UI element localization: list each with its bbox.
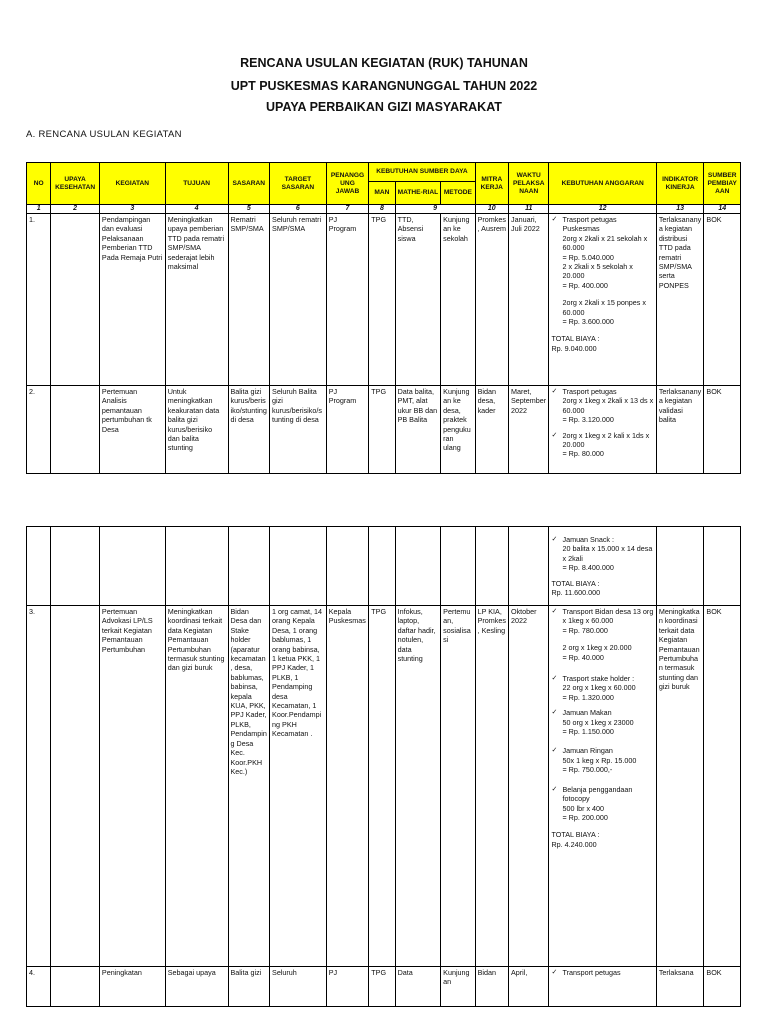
cell-tujuan: Sebagai upaya bbox=[165, 967, 228, 1007]
col-man: MAN bbox=[369, 182, 395, 205]
cell-empty bbox=[475, 527, 508, 606]
cell-anggaran bbox=[549, 967, 656, 1007]
budget-item bbox=[551, 674, 653, 702]
budget-calc-result: = Rp. 80.000 bbox=[562, 449, 604, 459]
budget-item bbox=[551, 535, 653, 573]
cell-metode: Kunjungan ke desa, praktek pengukuran ulang bbox=[441, 386, 475, 474]
col-number: 14 bbox=[704, 205, 741, 214]
budget-calc-result: = Rp. 1.320.000 bbox=[562, 692, 614, 702]
cell-kegiatan: Peningkatan bbox=[99, 967, 165, 1007]
cell-no: 4. bbox=[27, 967, 51, 1007]
budget-item bbox=[551, 431, 653, 459]
cell-tujuan: Meningkatkan koordinasi terkait data Kegiatan Pemantauan Pertumbuhan termasuk stunting dan gizi buruk bbox=[165, 606, 228, 967]
col-upaya: UPAYA KESEHATAN bbox=[51, 163, 100, 205]
cell-sasaran: Balita gizi bbox=[228, 967, 270, 1007]
budget-item-desc: ✓ 2org x 1keg x 2 kali x 1ds x 20.000 bbox=[562, 430, 650, 450]
cell-empty bbox=[441, 527, 475, 606]
cell-empty bbox=[27, 527, 51, 606]
doc-title-line-1: RENCANA USULAN KEGIATAN (RUK) TAHUNAN bbox=[240, 56, 528, 70]
budget-total-value: Rp. 9.040.000 bbox=[551, 343, 597, 353]
table-row bbox=[27, 386, 741, 474]
col-number: 7 bbox=[326, 205, 369, 214]
ruk-table-part-2 bbox=[26, 526, 741, 1007]
doc-title-line-3: UPAYA PERBAIKAN GIZI MASYARAKAT bbox=[266, 100, 502, 114]
cell-target: Seluruh bbox=[270, 967, 327, 1007]
cell-indikator: Terlaksana bbox=[656, 967, 704, 1007]
budget-item-desc: ✓ Jamuan Ringan bbox=[562, 746, 613, 756]
col-kegiatan: KEGIATAN bbox=[99, 163, 165, 205]
col-no: NO bbox=[27, 163, 51, 205]
cell-waktu: April, bbox=[508, 967, 549, 1007]
cell-empty bbox=[326, 527, 369, 606]
cell-man: TPG bbox=[369, 214, 395, 386]
cell-upaya bbox=[51, 386, 100, 474]
budget-item-desc: ✓ Transport Bidan desa 13 org x 1keg x 60.000 bbox=[562, 607, 654, 626]
cell-pj: PJ Program bbox=[326, 386, 369, 474]
cell-metode: Kunjungan bbox=[441, 967, 475, 1007]
col-number: 4 bbox=[165, 205, 228, 214]
cell-waktu: Januari, Juli 2022 bbox=[508, 214, 549, 386]
col-mitra: MITRA KERJA bbox=[475, 163, 508, 205]
cell-no: 2. bbox=[27, 386, 51, 474]
col-number: 3 bbox=[99, 205, 165, 214]
cell-empty bbox=[165, 527, 228, 606]
cell-no: 1. bbox=[27, 214, 51, 386]
budget-item bbox=[551, 708, 653, 736]
budget-total-value: Rp. 11.600.000 bbox=[551, 588, 601, 598]
cell-tujuan: Meningkatkan upaya pemberian TTD pada rematri SMP/SMA sederajat lebih maksimal bbox=[165, 214, 228, 386]
cell-metode: Pertemuan, sosialisasi bbox=[441, 606, 475, 967]
budget-item-desc: ✓ Jamuan Makan bbox=[562, 708, 612, 718]
cell-material: TTD, Absensi siswa bbox=[395, 214, 441, 386]
cell-kegiatan: Pertemuan Analisis pemantauan pertumbuhan tk Desa bbox=[99, 386, 165, 474]
budget-calc-result: = Rp. 40.000 bbox=[562, 652, 604, 662]
cell-anggaran bbox=[549, 606, 656, 967]
cell-empty bbox=[270, 527, 327, 606]
cell-indikator: Meningkatkan koordinasi terkait data Kegiatan Pemantauan Pertumbuhan termasuk stunting dan gizi buruk bbox=[656, 606, 704, 967]
cell-upaya bbox=[51, 214, 100, 386]
cell-kegiatan: Pertemuan Advokasi LP/LS terkait Kegiatan Pemantauan Pertumbuhan bbox=[99, 606, 165, 967]
cell-sasaran: Bidan Desa dan Stake holder (aparatur kecamatan, desa, bablumas, babinsa, kepala KUA, PKK, PPJ Kader, PLKB, Pendamping Desa Kec. Koor.PKH Kec.) bbox=[228, 606, 270, 967]
col-target: TARGET SASARAN bbox=[270, 163, 327, 205]
col-number: 2 bbox=[51, 205, 100, 214]
col-tujuan: TUJUAN bbox=[165, 163, 228, 205]
budget-calc-result: = Rp. 200.000 bbox=[562, 812, 608, 822]
budget-calc-expr: 20 balita x 15.000 x 14 desa x 2kali bbox=[562, 544, 653, 563]
cell-mitra: Promkes, Ausrem bbox=[475, 214, 508, 386]
cell-target: Seluruh Balita gizi kurus/berisiko/stunting di desa bbox=[270, 386, 327, 474]
budget-item-desc: ✓ Trasport petugas bbox=[562, 387, 617, 396]
col-number: 8 bbox=[369, 205, 395, 214]
budget-item bbox=[551, 746, 653, 774]
cell-indikator: Terlaksananya kegiatan distribusi TTD pada rematri SMP/SMA serta PONPES bbox=[656, 214, 704, 386]
section-heading: A. RENCANA USULAN KEGIATAN bbox=[26, 129, 182, 140]
cell-anggaran bbox=[549, 386, 656, 474]
cell-upaya bbox=[51, 606, 100, 967]
table-row bbox=[27, 606, 741, 967]
budget-calc-result: = Rp. 750.000,- bbox=[562, 765, 613, 775]
cell-empty bbox=[656, 527, 704, 606]
cell-sumber: BOK bbox=[704, 386, 741, 474]
budget-item bbox=[551, 968, 653, 977]
cell-material: Infokus, laptop, daftar hadir, notulen, data stunting bbox=[395, 606, 441, 967]
budget-total-value: Rp. 4.240.000 bbox=[551, 839, 597, 849]
cell-empty bbox=[51, 527, 100, 606]
cell-empty bbox=[508, 527, 549, 606]
col-number: 10 bbox=[475, 205, 508, 214]
cell-mitra: Bidan desa, kader bbox=[475, 386, 508, 474]
col-indikator: INDIKATOR KINERJA bbox=[656, 163, 704, 205]
cell-empty bbox=[228, 527, 270, 606]
budget-total-label: TOTAL BIAYA : bbox=[551, 334, 600, 344]
budget-item bbox=[551, 215, 653, 326]
budget-calc-result: = Rp. 1.150.000 bbox=[562, 727, 614, 737]
cell-pj: Kepala Puskesmas bbox=[326, 606, 369, 967]
col-sumber: SUMBER PEMBIAYAAN bbox=[704, 163, 741, 205]
col-number: 12 bbox=[549, 205, 656, 214]
cell-waktu: Oktober 2022 bbox=[508, 606, 549, 967]
cell-pj: PJ bbox=[326, 967, 369, 1007]
cell-sumber: BOK bbox=[704, 214, 741, 386]
cell-empty bbox=[369, 527, 395, 606]
cell-anggaran bbox=[549, 214, 656, 386]
budget-calc-result: = Rp. 780.000 bbox=[562, 625, 608, 635]
cell-anggaran bbox=[549, 527, 656, 606]
budget-calc-expr: 2 org x 1keg x 20.000 bbox=[562, 643, 632, 653]
table-row bbox=[27, 214, 741, 386]
budget-item-desc: ✓ Jamuan Snack : bbox=[562, 535, 615, 544]
cell-upaya bbox=[51, 967, 100, 1007]
cell-sumber: BOK bbox=[704, 606, 741, 967]
col-waktu: WAKTU PELAKSANAAN bbox=[508, 163, 549, 205]
col-number: 13 bbox=[656, 205, 704, 214]
budget-item bbox=[551, 785, 653, 823]
col-number: 6 bbox=[270, 205, 327, 214]
cell-tujuan: Untuk meningkatkan keakuratan data balita gizi kurus/berisiko dan balita stunting bbox=[165, 386, 228, 474]
budget-item-desc: ✓ Belanja penggandaan fotocopy bbox=[562, 784, 633, 804]
cell-empty bbox=[99, 527, 165, 606]
cell-mitra: Bidan bbox=[475, 967, 508, 1007]
budget-total-label: TOTAL BIAYA : bbox=[551, 578, 600, 588]
budget-total-label: TOTAL BIAYA : bbox=[551, 830, 600, 840]
budget-calc-result: = Rp. 3.120.000 bbox=[562, 415, 614, 425]
col-number: 9 bbox=[395, 205, 475, 214]
budget-item-desc: ✓ Trasport petugas Puskesmas bbox=[562, 215, 617, 234]
cell-mitra: LP KIA, Promkes, Kesling bbox=[475, 606, 508, 967]
col-number: 11 bbox=[508, 205, 549, 214]
cell-target: 1 org camat, 14 orang Kepala Desa, 1 orang bablumas, 1 orang babinsa, 1 ketua PKK, 1 PPJ Kader, 1 PLKB, 1 Pendamping desa Kecamatan, 1 Koor.Pendamping PKH Kecamatan . bbox=[270, 606, 327, 967]
cell-man: TPG bbox=[369, 967, 395, 1007]
col-material: MATHE-RIAL bbox=[395, 182, 441, 205]
budget-calc-expr: 2org x 2kali x 21 sekolah x 60.000 bbox=[562, 233, 648, 253]
budget-calc-expr: 50x 1 keg x Rp. 15.000 bbox=[562, 755, 637, 765]
budget-item bbox=[551, 607, 653, 662]
budget-calc-result: = Rp. 3.600.000 bbox=[562, 317, 614, 327]
budget-calc-expr: 2 x 2kali x 5 sekolah x 20.000 bbox=[562, 262, 633, 281]
budget-calc-expr: 2org x 1keg x 2kali x 13 ds x 60.000 bbox=[562, 396, 654, 415]
budget-calc-result: = Rp. 400.000 bbox=[562, 280, 608, 290]
table-row-continuation bbox=[27, 527, 741, 606]
budget-calc-expr: 50 org x 1keg x 23000 bbox=[562, 717, 634, 727]
budget-item-desc: ✓ Transport petugas bbox=[562, 968, 621, 977]
col-number: 5 bbox=[228, 205, 270, 214]
budget-calc-result: = Rp. 5.040.000 bbox=[562, 252, 614, 262]
ruk-table-part-1 bbox=[26, 162, 741, 474]
col-metode: METODE bbox=[441, 182, 475, 205]
budget-item-desc: ✓ Trasport stake holder : bbox=[562, 674, 635, 684]
cell-sasaran: Balita gizi kurus/berisiko/stunting di desa bbox=[228, 386, 270, 474]
cell-man: TPG bbox=[369, 386, 395, 474]
cell-material: Data bbox=[395, 967, 441, 1007]
col-kebutuhan-sd: KEBUTUHAN SUMBER DAYA bbox=[369, 163, 475, 182]
budget-calc-expr: 500 lbr x 400 bbox=[562, 803, 605, 813]
cell-waktu: Maret, September 2022 bbox=[508, 386, 549, 474]
col-anggaran: KEBUTUHAN ANGGARAN bbox=[549, 163, 656, 205]
cell-metode: Kunjungan ke sekolah bbox=[441, 214, 475, 386]
cell-target: Seluruh rematri SMP/SMA bbox=[270, 214, 327, 386]
col-sasaran: SASARAN bbox=[228, 163, 270, 205]
budget-item bbox=[551, 387, 653, 425]
cell-empty bbox=[395, 527, 441, 606]
cell-no: 3. bbox=[27, 606, 51, 967]
budget-calc-expr: 2org x 2kali x 15 ponpes x 60.000 bbox=[562, 298, 646, 317]
cell-empty bbox=[704, 527, 741, 606]
budget-calc-result: = Rp. 8.400.000 bbox=[562, 563, 614, 573]
col-pj: PENANGGUNG JAWAB bbox=[326, 163, 369, 205]
cell-material: Data balita, PMT, alat ukur BB dan PB Balita bbox=[395, 386, 441, 474]
cell-sasaran: Rematri SMP/SMA bbox=[228, 214, 270, 386]
budget-calc-expr: 22 org x 1keg x 60.000 bbox=[562, 683, 636, 693]
column-number-row bbox=[27, 205, 741, 214]
cell-sumber: BOK bbox=[704, 967, 741, 1007]
cell-man: TPG bbox=[369, 606, 395, 967]
cell-kegiatan: Pendampingan dan evaluasi Pelaksanaan Pemberian TTD Pada Remaja Putri bbox=[99, 214, 165, 386]
cell-indikator: Terlaksananya kegiatan validasi balita bbox=[656, 386, 704, 474]
doc-title-line-2: UPT PUSKESMAS KARANGNUNGGAL TAHUN 2022 bbox=[230, 79, 538, 93]
cell-pj: PJ Program bbox=[326, 214, 369, 386]
table-row bbox=[27, 967, 741, 1007]
col-number: 1 bbox=[27, 205, 51, 214]
